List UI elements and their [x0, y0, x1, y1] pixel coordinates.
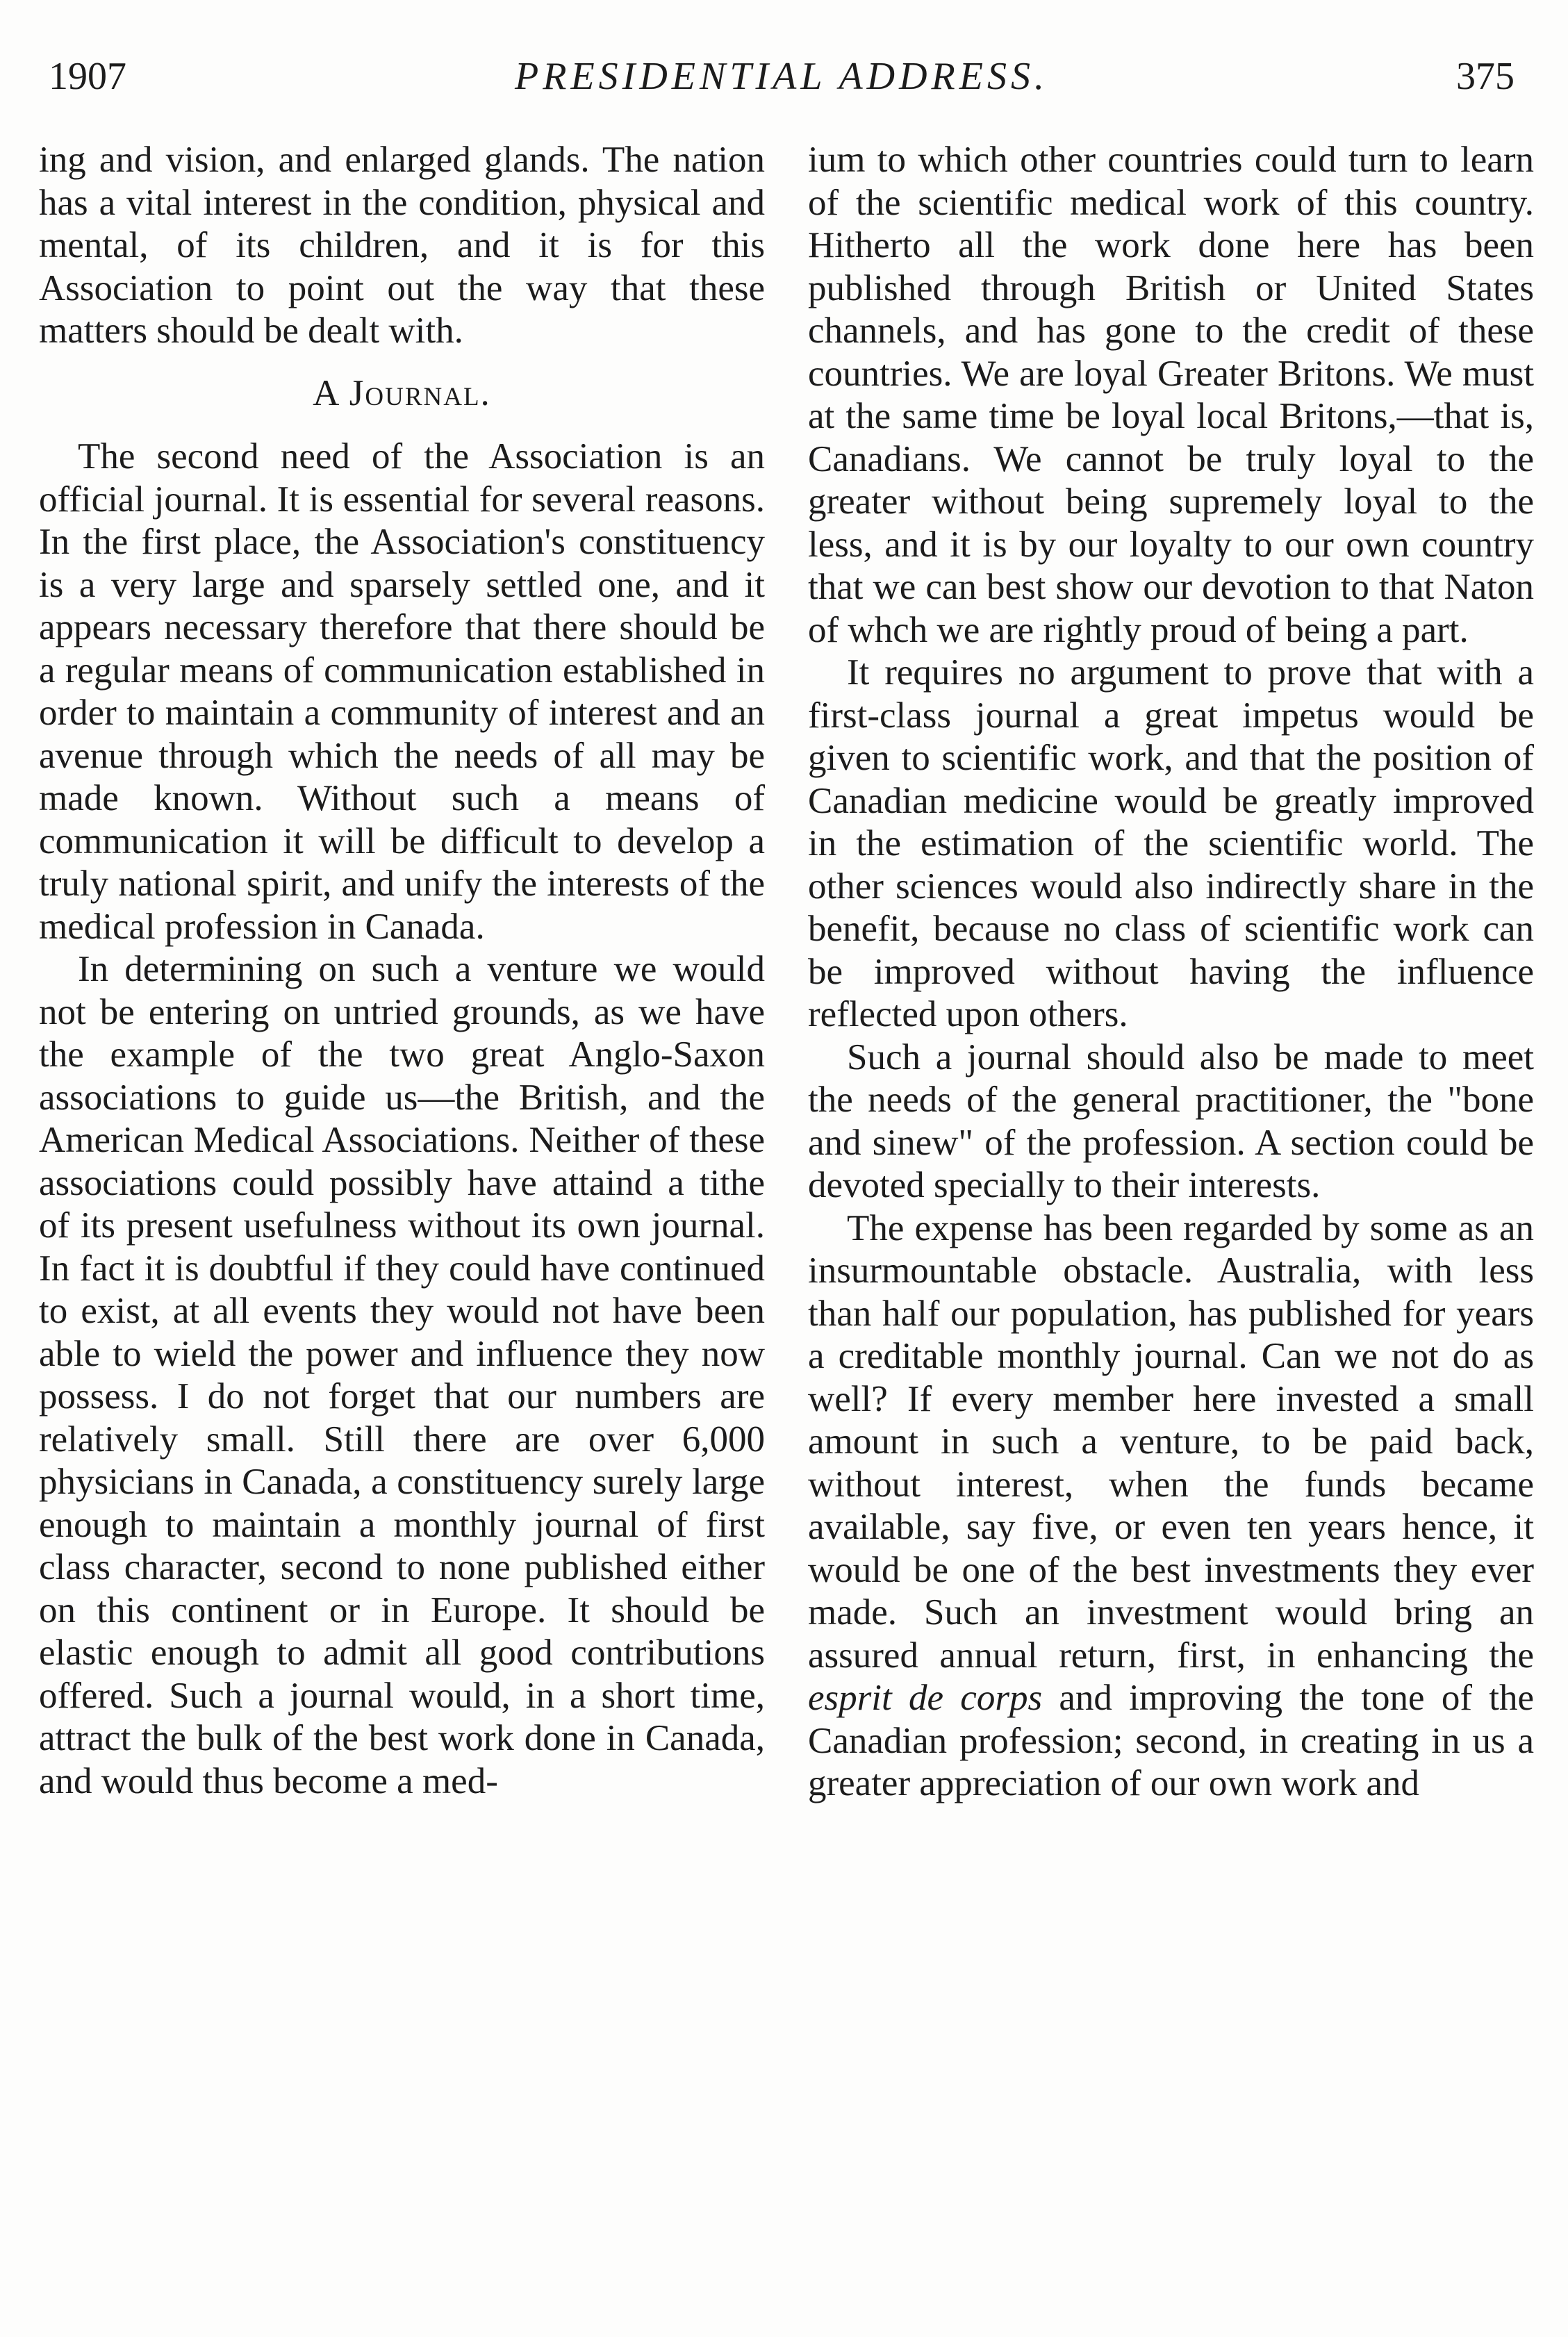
right-paragraph-4: The expense has been regarded by some as an insurmountable obstacle. Australia, with less than half our population, has published for years a creditable monthly journal. Can we not do as well? If every member here invested a small amount in such a venture, to be paid back, without interest, when the funds became available, say five, or even ten years hence, it would be one of the best investments they ever made. Such an investment would bring an assured annual return, first, in enhancing the esprit de corps and improving the tone of the Canadian profession; second, in creating in us a greater appreciation of our own work and [808, 1207, 1535, 1803]
page-number: 375 [1456, 55, 1515, 98]
right-paragraph-3: Such a journal should also be made to meet the needs of the general practitioner, the "bone and sinew" of the profession. A section could be devoted specially to their interests. [808, 1037, 1534, 1205]
right-paragraph-1: ium to which other countries could turn to learn of the scientific medical work of this country. Hitherto all the work done here has been published through British or United States channels, and has gone to the credit of these countries. We are loyal Greater Britons. We must at the same time be loyal local Britons,—that is, Canadians. We cannot be truly loyal to the greater without being supremely loyal to the less, and it is by our loyalty to our own country that we can best show our devotion to that Naton of whch we are rightly proud of being a part. [808, 140, 1534, 650]
right-paragraph-2: It requires no argument to prove that with a first-class journal a great impetus would be given to scientific work, and that the position of Canadian medicine would be greatly improved in the estimation of the scientific world. The other sciences would also indirectly share in the benefit, because no class of scientific work can be improved without having the influence reflected upon others. [808, 652, 1534, 1034]
right-column [808, 139, 1534, 1806]
left-paragraph-2: The second need of the Association is an official journal. It is essential for several reasons. In the first place, the Association's constituency is a very large and sparsely settled one, and it appears necessary therefore that there should be a regular means of communication established in order to maintain a community of interest and an avenue through which the needs of all may be made known. Without such a means of communication it will be difficult to develop a truly national spirit, and unify the interests of the medical profession in Canada. [39, 436, 765, 947]
running-head [49, 49, 1515, 104]
left-paragraph-1: ing and vision, and enlarged glands. The nation has a vital interest in the condition, physical and mental, of its children, and it is for this Association to point out the way that these matters should be dealt with. [39, 140, 765, 351]
header-year: 1907 [49, 55, 126, 98]
latin-phrase: esprit de corps [808, 1678, 1043, 1718]
left-paragraph-3: In determining on such a venture we would not be entering on untried grounds, as we have the example of the two great Anglo-Saxon associations to guide us—the British, and the American Medical Associations. Neither of these associations could possibly have attaind a tithe of its present usefulness without its own journal. In fact it is doubtful if they could have continued to exist, at all events they would not have been able to wield the power and influence they now possess. I do not forget that our numbers are relatively small. Still there are over 6,000 physicians in Canada, a constituency surely large enough to maintain a monthly journal of first class character, second to none published either on this continent or in Europe. It should be elastic enough to admit all good contributions offered. Such a journal would, in a short time, attract the bulk of the best work done in Canada, and would thus become a med- [39, 949, 765, 1801]
section-heading-text: A Journal. [313, 372, 491, 413]
left-column [39, 139, 765, 1803]
section-heading-journal [39, 372, 765, 415]
header-title: PRESIDENTIAL ADDRESS. [515, 55, 1048, 98]
